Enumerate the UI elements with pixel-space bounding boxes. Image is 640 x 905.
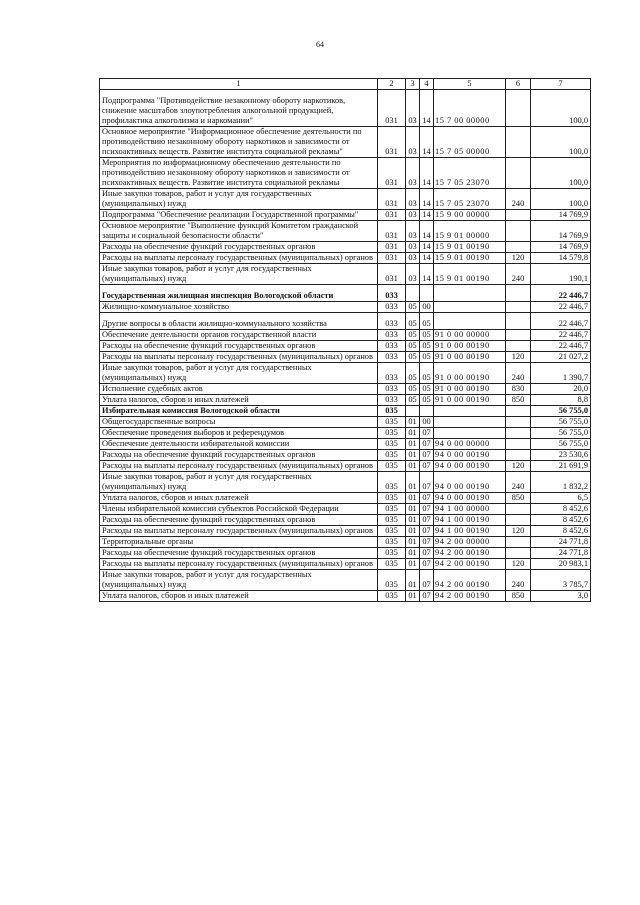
amount-cell: 22 446,7	[531, 285, 591, 302]
section-code-cell: 01	[406, 526, 420, 537]
admin-code-cell: 031	[378, 90, 406, 127]
admin-code-cell: 033	[378, 313, 406, 330]
admin-code-cell: 033	[378, 395, 406, 406]
admin-code-cell: 035	[378, 504, 406, 515]
admin-code-cell: 035	[378, 428, 406, 439]
table-row	[100, 189, 591, 210]
expense-type-cell: 120	[506, 352, 531, 363]
amount-cell: 6,5	[531, 493, 591, 504]
budget-table	[99, 78, 591, 602]
expense-type-cell	[506, 302, 531, 313]
admin-code-cell: 033	[378, 352, 406, 363]
subsection-code-cell: 14	[420, 242, 434, 253]
expense-type-cell	[506, 515, 531, 526]
expense-type-cell	[506, 285, 531, 302]
page-number: 64	[316, 40, 324, 49]
target-article-cell: 91 0 00 00000	[434, 330, 506, 341]
row-name-cell: Иные закупки товаров, работ и услуг для государственных (муниципальных) нужд	[100, 189, 378, 210]
amount-cell: 22 446,7	[531, 313, 591, 330]
expense-type-cell: 850	[506, 395, 531, 406]
subsection-code-cell: 05	[420, 313, 434, 330]
target-article-cell	[434, 302, 506, 313]
table-row	[100, 242, 591, 253]
subsection-code-cell: 05	[420, 384, 434, 395]
header-cell: 4	[420, 79, 434, 90]
target-article-cell: 94 2 00 00190	[434, 559, 506, 570]
subsection-code-cell: 00	[420, 302, 434, 313]
row-name-cell: Обеспечение проведения выборов и референдумов	[100, 428, 378, 439]
expense-type-cell: 120	[506, 461, 531, 472]
admin-code-cell: 031	[378, 127, 406, 158]
amount-cell: 14 769,9	[531, 210, 591, 221]
subsection-code-cell: 07	[420, 461, 434, 472]
target-article-cell	[434, 406, 506, 417]
section-code-cell: 01	[406, 570, 420, 591]
admin-code-cell: 035	[378, 450, 406, 461]
row-name-cell: Расходы на выплаты персоналу государственных (муниципальных) органов	[100, 461, 378, 472]
target-article-cell: 15 9 01 00190	[434, 242, 506, 253]
subsection-code-cell: 14	[420, 210, 434, 221]
subsection-code-cell	[420, 406, 434, 417]
target-article-cell: 91 0 00 00190	[434, 395, 506, 406]
expense-type-cell	[506, 428, 531, 439]
admin-code-cell: 035	[378, 591, 406, 602]
target-article-cell: 94 1 00 00190	[434, 526, 506, 537]
row-name-cell: Основное мероприятие "Выполнение функций Комитетом гражданской защиты и социальной безопасности области"	[100, 221, 378, 242]
table-row	[100, 285, 591, 302]
table-row	[100, 504, 591, 515]
target-article-cell: 94 0 00 00190	[434, 450, 506, 461]
expense-type-cell: 120	[506, 526, 531, 537]
row-name-cell: Другие вопросы в области жилищно-коммунального хозяйства	[100, 313, 378, 330]
target-article-cell: 94 2 00 00190	[434, 548, 506, 559]
amount-cell: 20 983,1	[531, 559, 591, 570]
row-name-cell: Общегосударственные вопросы	[100, 417, 378, 428]
row-name-cell: Жилищно-коммунальное хозяйство	[100, 302, 378, 313]
row-name-cell: Расходы на обеспечение функций государственных органов	[100, 242, 378, 253]
amount-cell: 22 446,7	[531, 302, 591, 313]
row-name-cell: Расходы на выплаты персоналу государственных (муниципальных) органов	[100, 559, 378, 570]
section-code-cell: 03	[406, 90, 420, 127]
header-cell: 6	[506, 79, 531, 90]
section-code-cell: 03	[406, 158, 420, 189]
row-name-cell: Исполнение судебных актов	[100, 384, 378, 395]
table-row	[100, 570, 591, 591]
row-name-cell: Иные закупки товаров, работ и услуг для государственных (муниципальных) нужд	[100, 570, 378, 591]
target-article-cell: 94 0 00 00190	[434, 493, 506, 504]
section-code-cell: 05	[406, 330, 420, 341]
amount-cell: 56 755,0	[531, 428, 591, 439]
row-name-cell: Расходы на обеспечение функций государственных органов	[100, 450, 378, 461]
subsection-code-cell: 14	[420, 264, 434, 285]
expense-type-cell	[506, 221, 531, 242]
admin-code-cell: 035	[378, 493, 406, 504]
section-code-cell: 05	[406, 341, 420, 352]
expense-type-cell: 240	[506, 189, 531, 210]
expense-type-cell	[506, 548, 531, 559]
amount-cell: 21 691,9	[531, 461, 591, 472]
admin-code-cell: 031	[378, 189, 406, 210]
subsection-code-cell: 05	[420, 330, 434, 341]
section-code-cell: 05	[406, 395, 420, 406]
table-row	[100, 428, 591, 439]
expense-type-cell	[506, 313, 531, 330]
subsection-code-cell: 05	[420, 352, 434, 363]
section-code-cell: 01	[406, 537, 420, 548]
amount-cell: 24 771,8	[531, 537, 591, 548]
amount-cell: 8 452,6	[531, 515, 591, 526]
expense-type-cell: 240	[506, 264, 531, 285]
section-code-cell: 01	[406, 493, 420, 504]
subsection-code-cell: 14	[420, 221, 434, 242]
expense-type-cell: 850	[506, 493, 531, 504]
expense-type-cell	[506, 537, 531, 548]
amount-cell: 100,0	[531, 189, 591, 210]
subsection-code-cell: 14	[420, 90, 434, 127]
amount-cell: 22 446,7	[531, 330, 591, 341]
row-name-cell: Иные закупки товаров, работ и услуг для государственных (муниципальных) нужд	[100, 363, 378, 384]
expense-type-cell	[506, 450, 531, 461]
target-article-cell	[434, 285, 506, 302]
row-name-cell: Избирательная комиссия Вологодской области	[100, 406, 378, 417]
row-name-cell: Члены избирательной комиссии субъектов Российской Федерации	[100, 504, 378, 515]
amount-cell: 8 452,6	[531, 526, 591, 537]
table-row	[100, 406, 591, 417]
target-article-cell: 91 0 00 00190	[434, 341, 506, 352]
target-article-cell: 94 0 00 00190	[434, 461, 506, 472]
row-name-cell: Иные закупки товаров, работ и услуг для государственных (муниципальных) нужд	[100, 264, 378, 285]
table-row	[100, 384, 591, 395]
amount-cell: 100,0	[531, 127, 591, 158]
section-code-cell: 01	[406, 472, 420, 493]
subsection-code-cell: 07	[420, 570, 434, 591]
target-article-cell: 15 9 00 00000	[434, 210, 506, 221]
target-article-cell: 94 0 00 00000	[434, 439, 506, 450]
target-article-cell: 91 0 00 00190	[434, 384, 506, 395]
expense-type-cell: 120	[506, 559, 531, 570]
target-article-cell: 15 9 01 00190	[434, 264, 506, 285]
section-code-cell: 05	[406, 302, 420, 313]
target-article-cell: 94 1 00 00000	[434, 504, 506, 515]
section-code-cell: 03	[406, 253, 420, 264]
section-code-cell: 01	[406, 417, 420, 428]
row-name-cell: Расходы на обеспечение функций государственных органов	[100, 548, 378, 559]
table-row	[100, 461, 591, 472]
row-name-cell: Территориальные органы	[100, 537, 378, 548]
subsection-code-cell: 07	[420, 504, 434, 515]
amount-cell: 56 755,0	[531, 439, 591, 450]
row-name-cell: Основное мероприятие "Информационное обеспечение деятельности по противодействию незаконному обороту наркотиков и зависимости от психоактивных веществ. Развитие института социальной рекламы"	[100, 127, 378, 158]
amount-cell: 1 832,2	[531, 472, 591, 493]
admin-code-cell: 031	[378, 253, 406, 264]
target-article-cell: 91 0 00 00190	[434, 363, 506, 384]
expense-type-cell	[506, 210, 531, 221]
section-code-cell: 01	[406, 515, 420, 526]
target-article-cell: 94 2 00 00000	[434, 537, 506, 548]
target-article-cell: 94 2 00 00190	[434, 570, 506, 591]
amount-cell: 24 771,8	[531, 548, 591, 559]
expense-type-cell: 240	[506, 570, 531, 591]
expense-type-cell	[506, 158, 531, 189]
subsection-code-cell: 07	[420, 537, 434, 548]
section-code-cell	[406, 285, 420, 302]
amount-cell: 8 452,6	[531, 504, 591, 515]
admin-code-cell: 035	[378, 472, 406, 493]
amount-cell: 3 785,7	[531, 570, 591, 591]
table-row	[100, 210, 591, 221]
target-article-cell: 15 7 05 00000	[434, 127, 506, 158]
expense-type-cell	[506, 439, 531, 450]
subsection-code-cell: 07	[420, 515, 434, 526]
amount-cell: 21 027,2	[531, 352, 591, 363]
admin-code-cell: 035	[378, 559, 406, 570]
expense-type-cell	[506, 417, 531, 428]
expense-type-cell	[506, 90, 531, 127]
amount-cell: 20,0	[531, 384, 591, 395]
section-code-cell	[406, 406, 420, 417]
section-code-cell: 05	[406, 352, 420, 363]
amount-cell: 23 530,6	[531, 450, 591, 461]
subsection-code-cell: 07	[420, 559, 434, 570]
amount-cell: 1 390,7	[531, 363, 591, 384]
row-name-cell: Мероприятия по информационному обеспечению деятельности по противодействию незаконному обороту наркотиков и зависимости от психоактивных веществ. Развитие института социальной рекламы	[100, 158, 378, 189]
table-row	[100, 158, 591, 189]
table-row	[100, 417, 591, 428]
target-article-cell: 15 9 01 00000	[434, 221, 506, 242]
section-code-cell: 05	[406, 363, 420, 384]
row-name-cell: Расходы на выплаты персоналу государственных (муниципальных) органов	[100, 526, 378, 537]
expense-type-cell	[506, 242, 531, 253]
admin-code-cell: 035	[378, 515, 406, 526]
subsection-code-cell: 14	[420, 158, 434, 189]
table-row	[100, 591, 591, 602]
target-article-cell: 94 2 00 00190	[434, 591, 506, 602]
amount-cell: 14 579,8	[531, 253, 591, 264]
table-row	[100, 548, 591, 559]
target-article-cell: 15 7 05 23070	[434, 158, 506, 189]
subsection-code-cell: 07	[420, 591, 434, 602]
admin-code-cell: 031	[378, 158, 406, 189]
section-code-cell: 03	[406, 264, 420, 285]
row-name-cell: Подпрограмма "Обеспечение реализации Государственной программы"	[100, 210, 378, 221]
target-article-cell	[434, 428, 506, 439]
target-article-cell: 94 1 00 00190	[434, 515, 506, 526]
table-row	[100, 537, 591, 548]
subsection-code-cell: 07	[420, 526, 434, 537]
row-name-cell: Расходы на выплаты персоналу государственных (муниципальных) органов	[100, 253, 378, 264]
header-cell: 1	[100, 79, 378, 90]
amount-cell: 14 769,9	[531, 242, 591, 253]
target-article-cell: 91 0 00 00190	[434, 352, 506, 363]
subsection-code-cell: 07	[420, 450, 434, 461]
admin-code-cell: 031	[378, 242, 406, 253]
row-name-cell: Государственная жилищная инспекция Вологодской области	[100, 285, 378, 302]
admin-code-cell: 033	[378, 341, 406, 352]
table-row	[100, 472, 591, 493]
admin-code-cell: 035	[378, 461, 406, 472]
section-code-cell: 03	[406, 242, 420, 253]
section-code-cell: 03	[406, 210, 420, 221]
table-row	[100, 302, 591, 313]
subsection-code-cell: 07	[420, 439, 434, 450]
subsection-code-cell: 07	[420, 428, 434, 439]
expense-type-cell: 240	[506, 363, 531, 384]
table-body	[100, 90, 591, 602]
subsection-code-cell: 05	[420, 395, 434, 406]
expense-type-cell	[506, 406, 531, 417]
subsection-code-cell: 14	[420, 127, 434, 158]
amount-cell: 14 769,9	[531, 221, 591, 242]
expense-type-cell	[506, 330, 531, 341]
subsection-code-cell: 14	[420, 253, 434, 264]
amount-cell: 100,0	[531, 90, 591, 127]
table-row	[100, 493, 591, 504]
subsection-code-cell: 05	[420, 341, 434, 352]
expense-type-cell	[506, 127, 531, 158]
subsection-code-cell: 07	[420, 548, 434, 559]
header-cell: 5	[434, 79, 506, 90]
table-row	[100, 363, 591, 384]
row-name-cell: Уплата налогов, сборов и иных платежей	[100, 493, 378, 504]
expense-type-cell: 850	[506, 591, 531, 602]
section-code-cell: 03	[406, 127, 420, 158]
section-code-cell: 03	[406, 221, 420, 242]
admin-code-cell: 031	[378, 210, 406, 221]
admin-code-cell: 035	[378, 548, 406, 559]
amount-cell: 56 755,0	[531, 417, 591, 428]
amount-cell: 22 446,7	[531, 341, 591, 352]
table-row	[100, 395, 591, 406]
table-row	[100, 90, 591, 127]
row-name-cell: Обеспечение деятельности избирательной комиссии	[100, 439, 378, 450]
header-cell: 2	[378, 79, 406, 90]
section-code-cell: 05	[406, 313, 420, 330]
subsection-code-cell: 07	[420, 472, 434, 493]
amount-cell: 8,8	[531, 395, 591, 406]
section-code-cell: 01	[406, 504, 420, 515]
admin-code-cell: 033	[378, 330, 406, 341]
table-row	[100, 559, 591, 570]
subsection-code-cell: 05	[420, 363, 434, 384]
row-name-cell: Обеспечение деятельности органов государственной власти	[100, 330, 378, 341]
table-row	[100, 450, 591, 461]
admin-code-cell: 035	[378, 439, 406, 450]
admin-code-cell: 033	[378, 363, 406, 384]
target-article-cell	[434, 313, 506, 330]
section-code-cell: 01	[406, 428, 420, 439]
table-row	[100, 264, 591, 285]
row-name-cell: Уплата налогов, сборов и иных платежей	[100, 395, 378, 406]
row-name-cell: Иные закупки товаров, работ и услуг для государственных (муниципальных) нужд	[100, 472, 378, 493]
table-row	[100, 439, 591, 450]
section-code-cell: 01	[406, 559, 420, 570]
table-header-row	[100, 79, 591, 90]
row-name-cell: Подпрограмма "Противодействие незаконному обороту наркотиков, снижение масштабов злоупотребления алкогольной продукцией, профилактика алкоголизма и наркомании"	[100, 90, 378, 127]
row-name-cell: Расходы на обеспечение функций государственных органов	[100, 341, 378, 352]
section-code-cell: 01	[406, 439, 420, 450]
expense-type-cell: 120	[506, 253, 531, 264]
admin-code-cell: 035	[378, 417, 406, 428]
admin-code-cell: 035	[378, 537, 406, 548]
section-code-cell: 03	[406, 189, 420, 210]
subsection-code-cell	[420, 285, 434, 302]
header-cell: 3	[406, 79, 420, 90]
admin-code-cell: 033	[378, 285, 406, 302]
section-code-cell: 05	[406, 384, 420, 395]
expense-type-cell	[506, 341, 531, 352]
table-row	[100, 341, 591, 352]
header-cell: 7	[531, 79, 591, 90]
section-code-cell: 01	[406, 450, 420, 461]
table-row	[100, 221, 591, 242]
target-article-cell: 15 9 01 00190	[434, 253, 506, 264]
subsection-code-cell: 00	[420, 417, 434, 428]
admin-code-cell: 031	[378, 264, 406, 285]
subsection-code-cell: 07	[420, 493, 434, 504]
subsection-code-cell: 14	[420, 189, 434, 210]
target-article-cell: 15 7 05 23070	[434, 189, 506, 210]
expense-type-cell: 240	[506, 472, 531, 493]
admin-code-cell: 033	[378, 302, 406, 313]
admin-code-cell: 035	[378, 570, 406, 591]
row-name-cell: Расходы на выплаты персоналу государственных (муниципальных) органов	[100, 352, 378, 363]
table-row	[100, 330, 591, 341]
expense-type-cell	[506, 504, 531, 515]
expense-type-cell: 830	[506, 384, 531, 395]
amount-cell: 56 755,0	[531, 406, 591, 417]
admin-code-cell: 035	[378, 526, 406, 537]
target-article-cell: 15 7 00 00000	[434, 90, 506, 127]
target-article-cell: 94 0 00 00190	[434, 472, 506, 493]
section-code-cell: 01	[406, 591, 420, 602]
amount-cell: 3,0	[531, 591, 591, 602]
admin-code-cell: 035	[378, 406, 406, 417]
table-row	[100, 526, 591, 537]
row-name-cell: Расходы на обеспечение функций государственных органов	[100, 515, 378, 526]
admin-code-cell: 031	[378, 221, 406, 242]
table-row	[100, 352, 591, 363]
section-code-cell: 01	[406, 461, 420, 472]
table-row	[100, 253, 591, 264]
table-row	[100, 515, 591, 526]
row-name-cell: Уплата налогов, сборов и иных платежей	[100, 591, 378, 602]
table-row	[100, 127, 591, 158]
amount-cell: 100,0	[531, 158, 591, 189]
target-article-cell	[434, 417, 506, 428]
table-row	[100, 313, 591, 330]
admin-code-cell: 033	[378, 384, 406, 395]
amount-cell: 190,1	[531, 264, 591, 285]
section-code-cell: 01	[406, 548, 420, 559]
